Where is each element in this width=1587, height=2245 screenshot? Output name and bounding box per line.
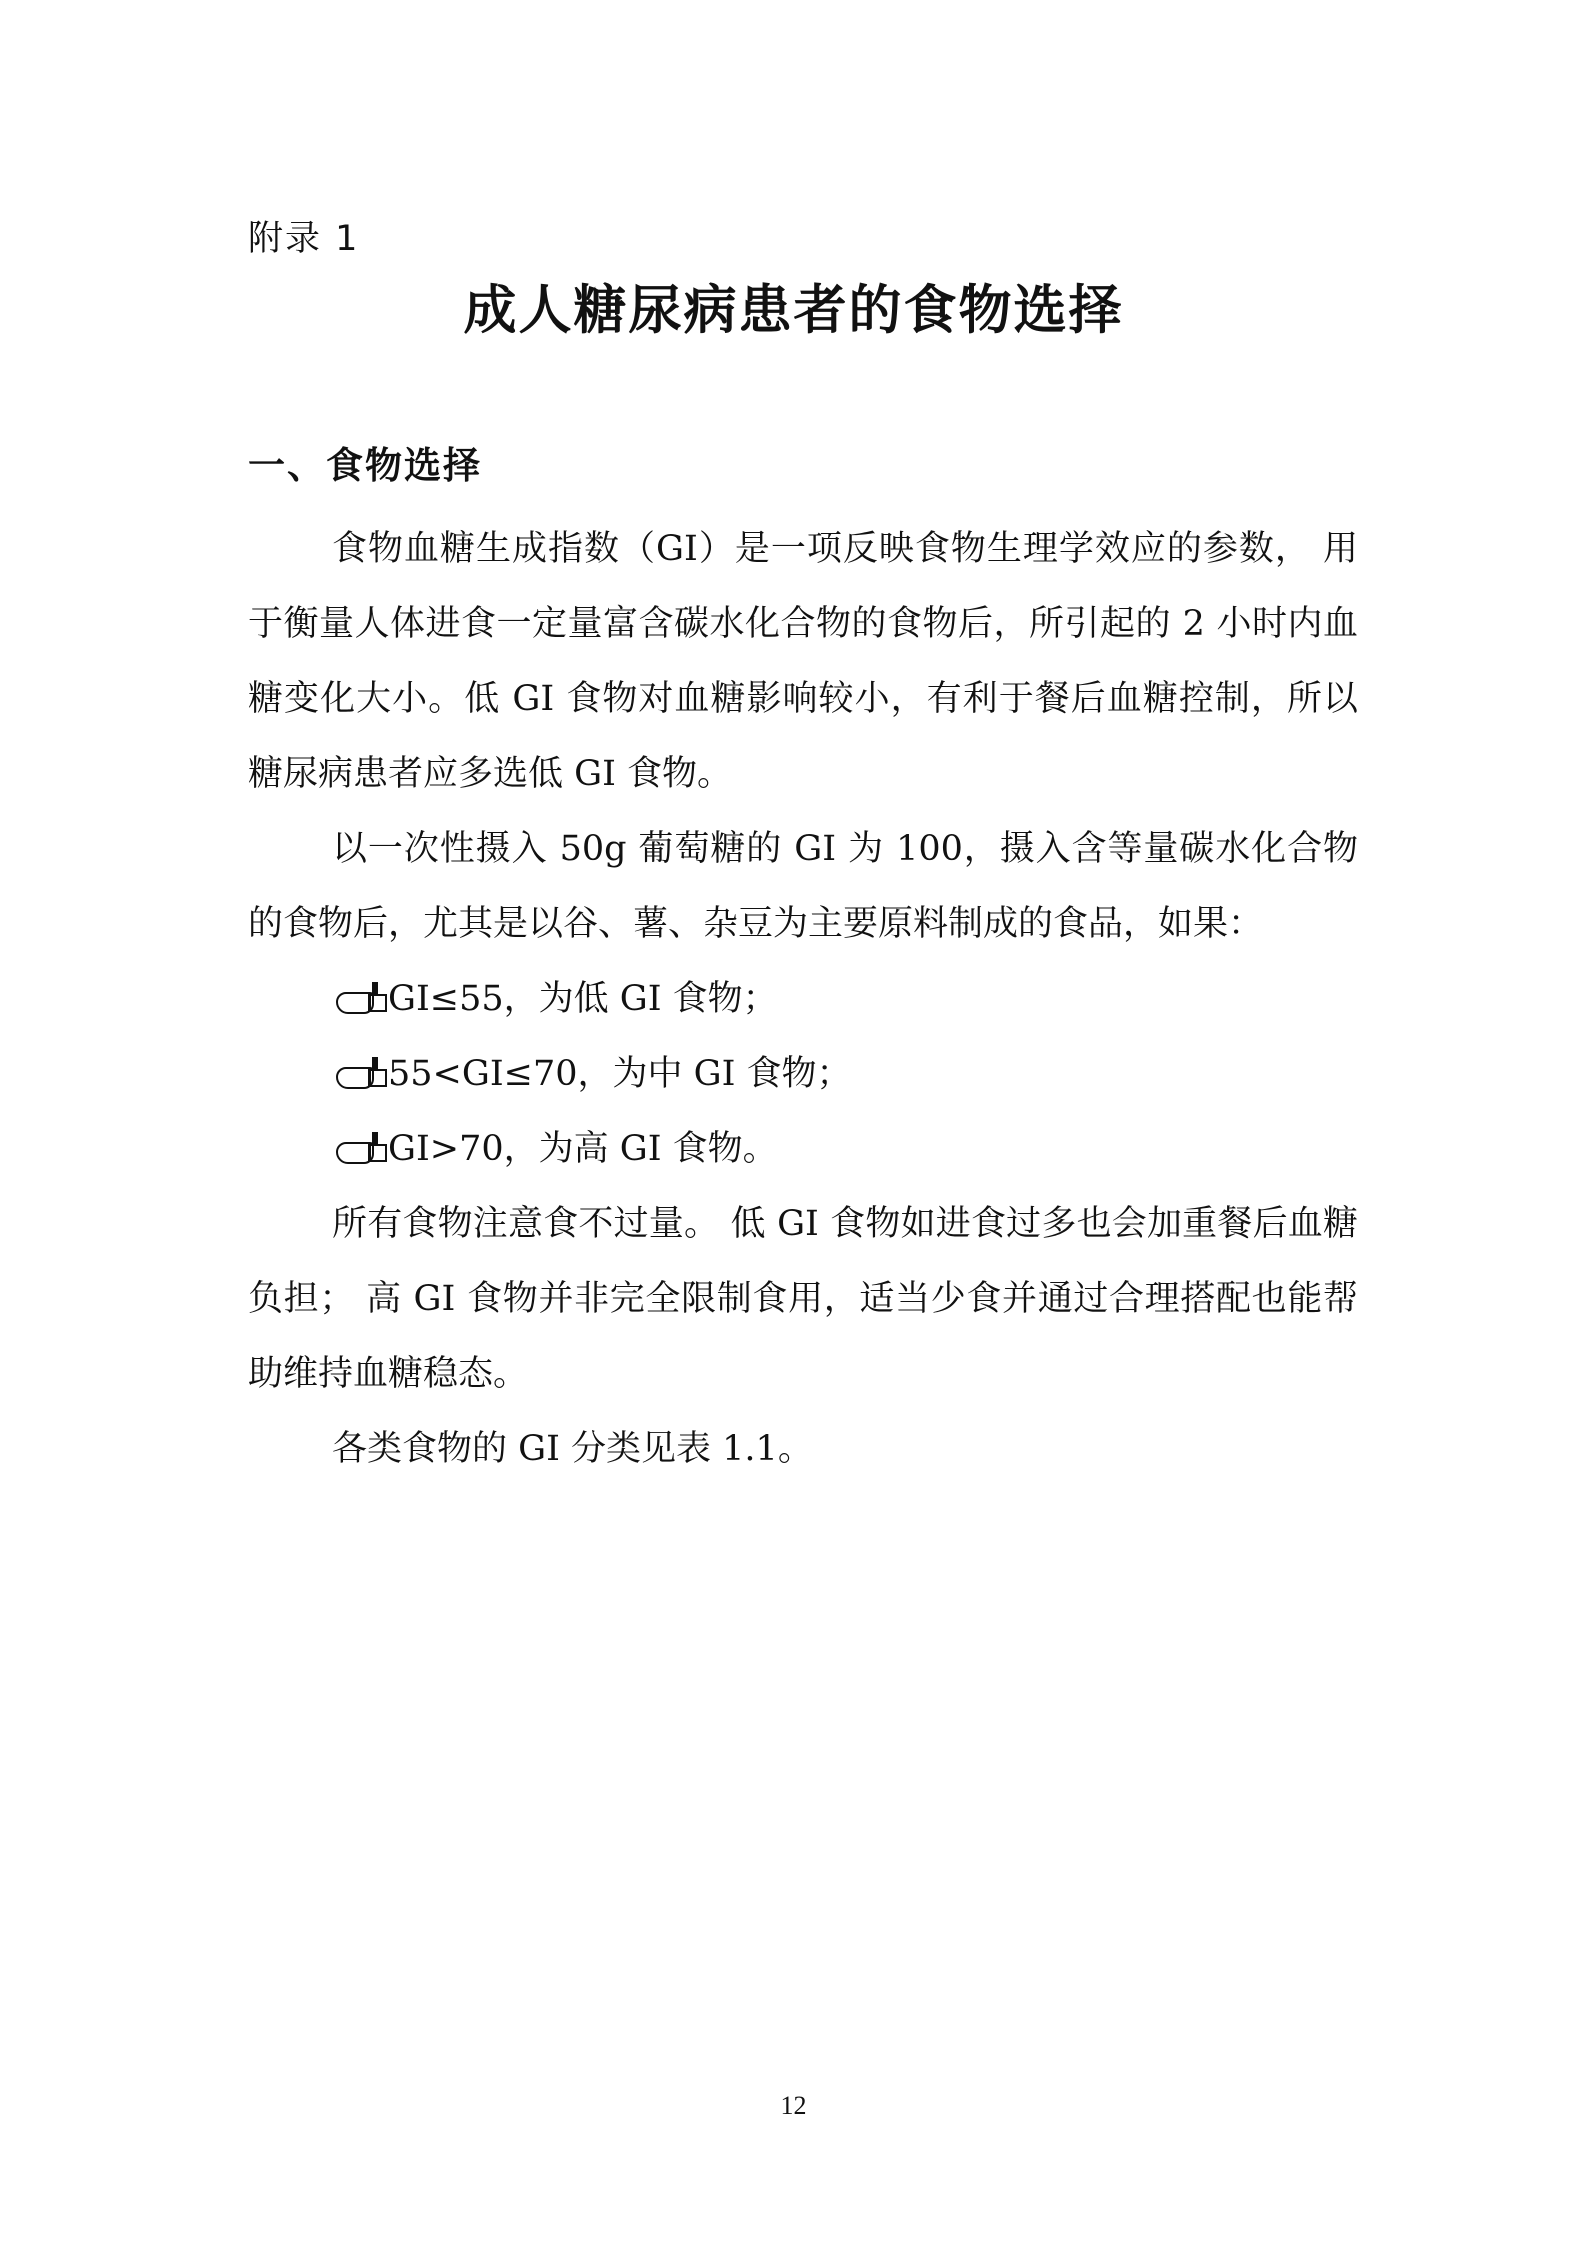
bullet-low-gi — [248, 962, 1358, 1037]
pointing-hand-icon — [332, 1055, 388, 1089]
appendix-label: 附录 1 — [248, 219, 360, 259]
paragraph-gi-reference: 以一次性摄入 50g 葡萄糖的 GI 为 100，摄入含等量碳水化合物的食物后，尤其是以谷、薯、杂豆为主要原料制成的食品，如果： — [248, 829, 1358, 944]
bullet-text: GI>70，为高 GI 食物。 — [388, 1129, 778, 1169]
paragraph-portion-control: 所有食物注意食不过量。 低 GI 食物如进食过多也会加重餐后血糖负担； 高 GI 食物并非完全限制食用，适当少食并通过合理搭配也能帮助维持血糖稳态。 — [248, 1204, 1358, 1394]
bullet-text: 55<GI≤70，为中 GI 食物； — [388, 1054, 852, 1094]
pointing-hand-icon — [332, 1130, 388, 1164]
section-heading: 一、食物选择 — [248, 444, 482, 487]
pointing-hand-icon — [332, 980, 388, 1014]
bullet-medium-gi — [248, 1037, 1358, 1112]
bullet-high-gi — [248, 1112, 1358, 1187]
bullet-text: GI≤55，为低 GI 食物； — [388, 979, 778, 1019]
paragraph-table-reference: 各类食物的 GI 分类见表 1.1。 — [332, 1429, 813, 1469]
paragraph-gi-definition: 食物血糖生成指数（GI）是一项反映食物生理学效应的参数， 用于衡量人体进食一定量富含碳水化合物的食物后，所引起的 2 小时内血糖变化大小。低 GI 食物对血糖影响较小，有利于餐后血糖控制，所以糖尿病患者应多选低 GI 食物。 — [248, 529, 1358, 794]
page-number: 12 — [780, 2091, 807, 2120]
body-text — [248, 512, 1358, 1487]
page-title: 成人糖尿病患者的食物选择 — [463, 280, 1124, 341]
